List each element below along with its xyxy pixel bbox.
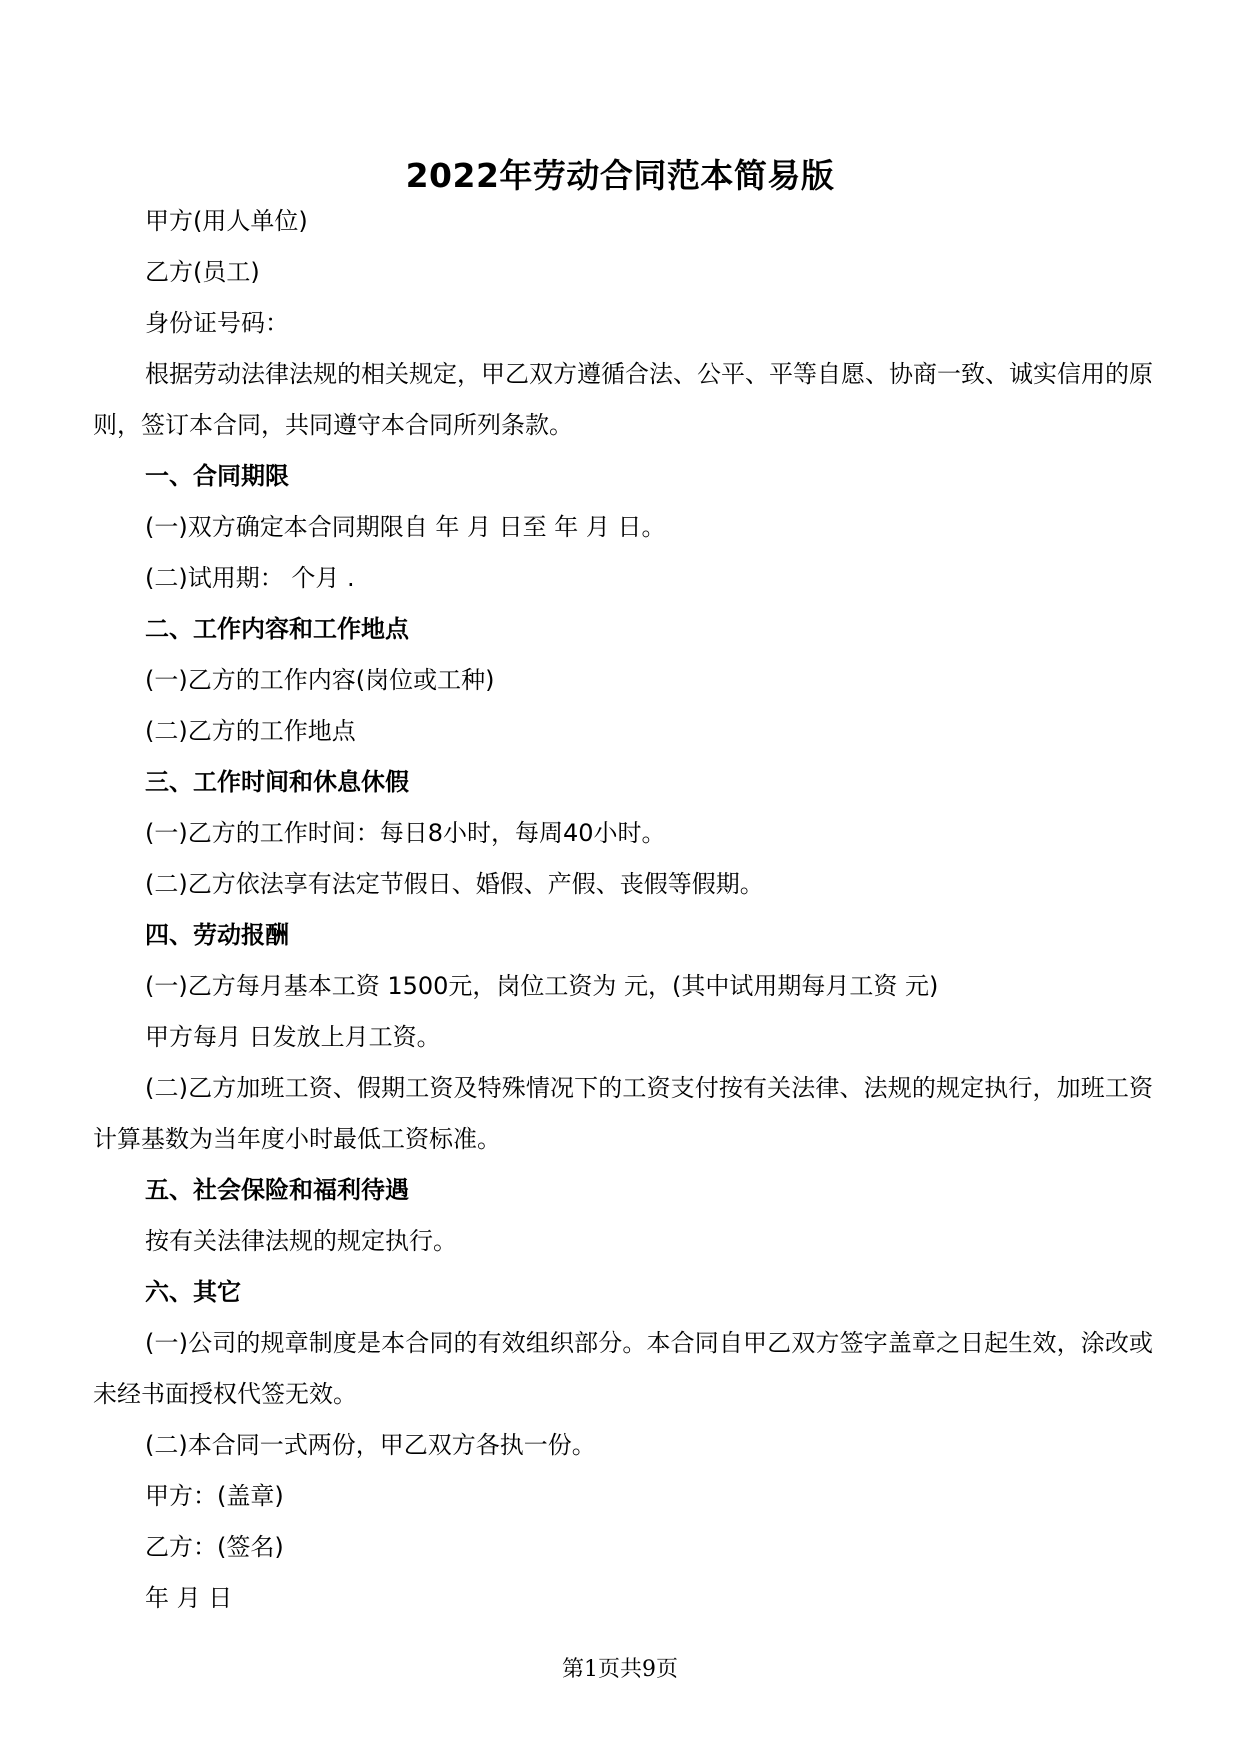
clause-paragraph: (一)公司的规章制度是本合同的有效组织部分。本合同自甲乙双方签字盖章之日起生效，涂改或未经书面授权代签无效。 — [93, 1329, 1153, 1408]
section-heading-pay: 四、劳动报酬 — [145, 921, 289, 949]
clause-paragraph: 甲方每月 日发放上月工资。 — [145, 1023, 441, 1051]
id-number-line: 身份证号码： — [145, 309, 289, 337]
document-title: 2022年劳动合同范本简易版 — [405, 156, 835, 195]
signature-date: 年 月 日 — [145, 1584, 233, 1612]
preamble-paragraph: 根据劳动法律法规的相关规定，甲乙双方遵循合法、公平、平等自愿、协商一致、诚实信用的原则，签订本合同，共同遵守本合同所列条款。 — [93, 360, 1153, 439]
document-body — [93, 196, 1153, 1624]
clause-paragraph: (一)双方确定本合同期限自 年 月 日至 年 月 日。 — [145, 513, 666, 541]
section-heading-work-hours: 三、工作时间和休息休假 — [145, 768, 409, 796]
page-number-footer: 第1页共9页 — [562, 1657, 678, 1682]
clause-paragraph: (一)乙方的工作时间：每日8小时，每周40小时。 — [145, 819, 666, 847]
section-heading-work-content: 二、工作内容和工作地点 — [145, 615, 409, 643]
clause-paragraph: (二)本合同一式两份，甲乙双方各执一份。 — [145, 1431, 596, 1459]
signature-party-a: 甲方：(盖章) — [145, 1482, 284, 1510]
clause-paragraph: (一)乙方的工作内容(岗位或工种) — [145, 666, 495, 694]
clause-paragraph: 按有关法律法规的规定执行。 — [145, 1227, 457, 1255]
clause-paragraph: (二)乙方加班工资、假期工资及特殊情况下的工资支付按有关法律、法规的规定执行，加班工资计算基数为当年度小时最低工资标准。 — [93, 1074, 1153, 1153]
signature-party-b: 乙方：(签名) — [145, 1533, 284, 1561]
party-b-line: 乙方(员工) — [145, 258, 260, 286]
party-a-line: 甲方(用人单位) — [145, 207, 308, 235]
clause-paragraph: (二)试用期： 个月 . — [145, 564, 355, 592]
clause-paragraph: (二)乙方依法享有法定节假日、婚假、产假、丧假等假期。 — [145, 870, 764, 898]
section-heading-insurance: 五、社会保险和福利待遇 — [145, 1176, 409, 1204]
section-heading-term: 一、合同期限 — [145, 462, 289, 490]
clause-paragraph: (一)乙方每月基本工资 1500元，岗位工资为 元，(其中试用期每月工资 元) — [145, 972, 939, 1000]
clause-paragraph: (二)乙方的工作地点 — [145, 717, 356, 745]
section-heading-other: 六、其它 — [145, 1278, 241, 1306]
